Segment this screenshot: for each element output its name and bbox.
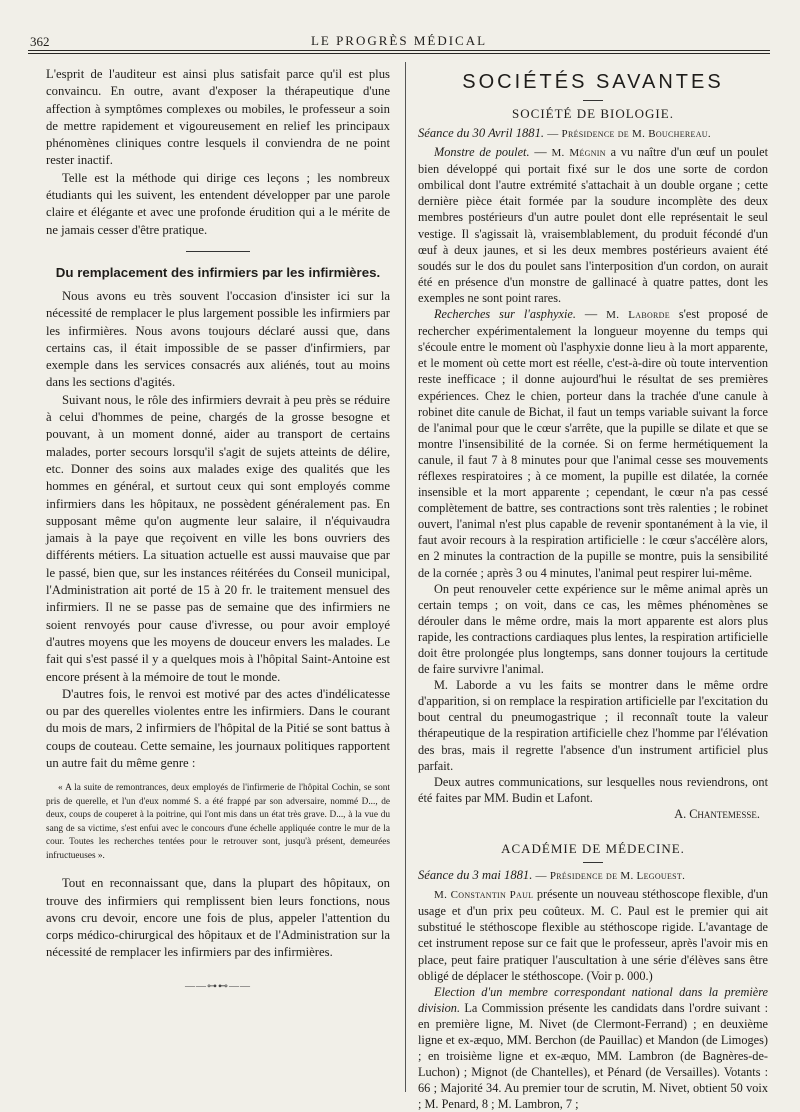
seance-line: [418, 125, 768, 142]
paul-author: M. Constantin Paul: [434, 889, 534, 902]
article-title: Du remplacement des infirmiers par les infirmières.: [55, 264, 381, 280]
paragraph-nous-avons: Nous avons eu très souvent l'occasion d'insister ici sur la nécessité de remplacer le plus largement possible les infirmiers par les infirmières. Nous avons toujours déclaré aussi que, dans certains cas, il était impossible de se passer d'infirmiers, par exemple dans les services consacrés aux aliénés, tout au moins dans les sections d'agités.: [46, 288, 390, 390]
academy-dash: [583, 862, 603, 863]
header-rule-thin: [28, 53, 770, 54]
paragraph-asphyxie: Recherches sur l'asphyxie. — M. Laborde s'est proposé de rechercher expérimentalement la longueur moyenne du temps qui s'écoule entre le moment où l'asphyxie donne lieu à la mort apparente, et le moment où cette mort est réelle, c'est-à-dire où toute intervention reste inefficace ; il donne aujourd'hui le résultat de ses premières expériences. Chez le chien, porteur dans la trachée d'une canule à robinet dite canule de Bichat, il faut un temps variable suivant la force de l'animal pour que le cœur s'arrête, que la pupille se dilate et que se montre l'insensibilité de la cornée. Si on ferme hermétiquement la canule, il faut 7 à 8 minutes pour que l'animal cesse ses mouvements réflexes respiratoires ; à ce moment, la pupille est dilatée, la cornée insensible et la mort apparente ; cependant, le cœur n'a pas cessé complètement de battre, ses contractions sont très ralenties ; le robinet ouvert, l'animal n'est plus capable de revenir spontanément à la vie, il faut avoir recours à la respiration artificielle : le cœur s'accélère alors, en 2 minutes la contraction de la pupille se montre, puis la sensibilité de la cornée ; après 3 ou 4 minutes, l'animal peut respirer lui-même.: [418, 307, 768, 580]
monstre-label: Monstre de poulet.: [434, 145, 530, 160]
end-ornament: ——⊶⊷——: [185, 980, 251, 992]
seance-presidence: — Présidence de M. Bouchereau.: [547, 128, 711, 140]
quote-text: « A la suite de remontrances, deux employés de l'infirmerie de l'hôpital Cochin, se sont pris de querelle, et l'un d'eux nommé S. a été frappé par son adversaire, nommé D..., de deux, coups de couperet à la poitrine, qui l'ont mis dans un état très grave. D..., à la vue du sang de sa victime, s'est enfui avec le concours d'une échelle appliquée contre le mur de la cour. Toutes les recherches tentées pour le retrouver sont, jusqu'à présent, demeurées infructueuses ».: [46, 783, 390, 861]
seance-date: Séance du 30 Avril 1881.: [418, 126, 545, 140]
paragraph-stethoscope: [418, 886, 768, 984]
paul-text: présente un nouveau stéthoscope flexible, d'un usage et d'un prix peu coûteux. M. C. Paul est le premier qui ait substitué le stéthoscope flexible au stéthoscope rigide. L'avantage de cet instrument repose sur ce fait que le professeur, après l'avoir mis en place, peut faire pratiquer l'auscultation à une série d'élèves sans être obligé de déplacer le stéthoscope. (Voir p. 000.): [418, 887, 768, 983]
academy-presidence: — Présidence de M. Legouest.: [535, 870, 686, 883]
running-head: LE PROGRÈS MÉDICAL: [310, 33, 488, 48]
monstre-text: a vu naître d'un œuf un poulet bien développé qui portait fixé sur le dos une sorte de cordon ombilical dont l'autre extrémité s'attachait à un double organe ; cette dernière pièce était formée par la soudure incomplète des deux membres postérieurs d'un autre poulet dont elle représentait le seul vestige. Il s'agissait là, vraisemblablement, du produit fécondé d'un œuf à deux jaunes, et si les deux membres postérieurs avaient été soudés sur le dos du poulet sans l'interposition d'un cordon, on aurait été en présence d'un monstre de gallinacé à quatre pattes, dont les exemples ne sont point rares.: [418, 145, 768, 305]
paragraph-esprit: L'esprit de l'auditeur est ainsi plus satisfait parce qu'il est plus convaincu. En outre, avant d'exposer la thérapeutique d'une affection à symptômes complexes ou mobiles, le professeur a soin de mettre rapidement et vigoureusement en relief les principaux phénomènes cliniques contre lesquels il conviendra de ne point rester inactif.: [46, 67, 390, 168]
page-header: [28, 30, 770, 50]
election-text: La Commission présente les candidats dans l'ordre suivant : en première ligne, M. Nivet (de Clermont-Ferrand) ; en deuxième ligne et ex-æquo, MM. Berchon (de Pauillac) et Mandon (de Limoges) ; en troisième ligne et ex-æquo, MM. Lambron (de Bagnères-de-Luchon) ; Mignot (de Chantelles), et Pénard (de Versailles). Votants : 66 ; Majorité 34. Au premier tour de scrutin, M. Nivet, obtient 50 voix ; M. Penard, 8 ; M. Lambron, 7 ;: [418, 1000, 768, 1112]
asphyxie-text: s'est proposé de rechercher expérimentalement la longueur moyenne du temps qui s'écoule entre le moment où l'asphyxie donne lieu à la mort apparente, et le moment où cette mort est réelle, c'est-à-dire où toute intervention reste inefficace ; il donne aujourd'hui le résultat de ses premières expériences. Chez le chien, porteur dans la trachée d'une canule à robinet dite canule de Bichat, il faut un temps variable suivant la force de l'animal pour que le cœur s'arrête, que la pupille se dilate et que se montre l'insensibilité de la cornée. Si on ferme hermétiquement la canule, il faut 7 à 8 minutes pour que l'animal cesse ses mouvements réflexes respiratoires ; à ce moment, la pupille est dilatée, la cornée insensible et la mort apparente ; cependant, le cœur n'a pas cessé complètement de battre, ses contractions sont très ralenties ; le robinet ouvert, l'animal n'est plus capable de revenir spontanément à la vie, il faut avoir recours à la respiration artificielle : le cœur s'accélère alors, en 2 minutes la contraction de la pupille se montre, puis la sensibilité de la cornée ; après 3 ou 4 minutes, l'animal peut respirer lui-même.: [418, 307, 768, 580]
section-rule: [186, 251, 250, 252]
academy-title: ACADÉMIE DE MÉDECINE.: [501, 841, 685, 857]
asphyxie-label: Recherches sur l'asphyxie.: [434, 307, 576, 322]
society-title: SOCIÉTÉ DE BIOLOGIE.: [512, 106, 674, 121]
paragraph-conclusion: Tout en reconnaissant que, dans la plupart des hôpitaux, on trouve des infirmiers qui remplissent bien leurs fonctions, nous avons cru devoir, encore une fois de plus, appeler l'attention du corps médico-chirurgical des hôpitaux et de l'Administration sur la nécessité de remplacer les infirmiers par des infirmières.: [46, 876, 390, 960]
newspaper-quote: [46, 782, 390, 863]
paragraph-autres-fois: D'autres fois, le renvoi est motivé par des actes d'indélicatesse ou par des querelles violentes entre les infirmiers. Dans le courant du mois de mars, 2 infirmiers de l'hôpital de la Pitié se sont battus à coups de couteau. Cette semaine, les journaux politiques rapportent un autre fait du même genre :: [46, 686, 390, 770]
page-number: 362: [30, 34, 50, 49]
paragraph-monstre: Monstre de poulet. — M. Mégnin a vu naître d'un œuf un poulet bien développé qui portait fixé sur le dos une sorte de cordon ombilical dont l'autre extrémité s'attachait à un double organe ; cette dernière pièce était formée par la soudure incomplète des deux membres postérieurs d'un autre poulet dont elle représentait le seul vestige. Il s'agissait là, vraisemblablement, du produit fécondé d'un œuf à deux jaunes, et si les deux membres postérieurs avaient été soudés sur le dos du poulet sans l'interposition d'un cordon, on aurait été en présence d'un monstre de gallinacé à quatre pattes, dont les exemples ne sont point rares.: [418, 145, 768, 305]
academy-seance-date: Séance du 3 mai 1881.: [418, 868, 533, 883]
academy-seance-line: [418, 867, 768, 884]
paragraph-suivant-nous: Suivant nous, le rôle des infirmiers devrait à peu près se réduire à celui d'hommes de peine, chargés de la grosse besogne et pouvant, à un moment donné, aider au transport de certains malades, porter secours lorsqu'il s'agit de sujets atteints de délire, etc. Donner des soins aux malades exige des qualités que les hommes en général, et surtout ceux qui sont employés comme infirmiers dans les hôpitaux, ne possèdent généralement pas. En supposant même qu'on augmente leur salaire, il n'équivaudra jamais à la paye que reçoivent en ville les bons ouvriers des différents métiers. La situation actuelle est aussi mauvaise que par le passé, bien que, sur les instances réitérées du Conseil municipal, l'Administration ait porté de 15 à 20 fr. le traitement mensuel des infirmiers. Il ne se passe pas de semaine que des infirmiers ne soient renvoyés pour cause d'ivresse, ou pour avoir employé d'autres moyens que les moyens de douceur envers les malades. Le fait qui s'est passé il y a quelques mois à l'hôpital Saint-Antoine est encore présent à la mémoire de tout le monde.: [46, 392, 390, 684]
paragraph-election: [418, 984, 768, 1112]
paragraph-renouveler: On peut renouveler cette expérience sur le même animal après un certain temps ; on voit, dans ce cas, les mêmes phénomènes se dérouler dans le même ordre, mais la mort apparente est alors plus rapide, les contractions cardiaques plus lentes, la respiration artificielle doit être prolongée plus longtemps, sans donner toujours la certitude de faire survivre l'animal.: [418, 581, 768, 677]
election-label: Election d'un membre correspondant national dans la première division.: [418, 984, 768, 1015]
asphyxie-author: M. Laborde: [606, 309, 670, 322]
paragraph-deux-autres: Deux autres communications, sur lesquelles nous reviendrons, ont été faites par MM. Budin et Lafont.: [418, 774, 768, 805]
right-column: [418, 66, 768, 1112]
author-signature: A. Chantemesse.: [674, 806, 760, 821]
monstre-author: M. Mégnin: [551, 147, 606, 160]
section-title: SOCIÉTÉS SAVANTES: [462, 71, 724, 93]
header-rule-thick: [28, 50, 770, 51]
column-divider: [405, 62, 406, 1092]
left-column: [46, 66, 390, 995]
paragraph-laborde: M. Laborde a vu les faits se montrer dans le même ordre d'apparition, si on remplace la respiration artificielle par l'excitation du bout central du pneumogastrique ; il reconnaît toute la valeur thérapeutique de la respiration artificielle chez l'homme par l'élévation des bras, mais il regrette l'absence d'un instrument artificiel plus parfait.: [418, 678, 768, 773]
paragraph-methode: Telle est la méthode qui dirige ces leçons ; les nombreux étudiants qui les suivent, les entendent développer par une parole claire et élégante et avec une profonde érudition qui a le mérite de ne jamais cesser d'être pratique.: [46, 170, 390, 237]
section-dash: [583, 100, 603, 101]
